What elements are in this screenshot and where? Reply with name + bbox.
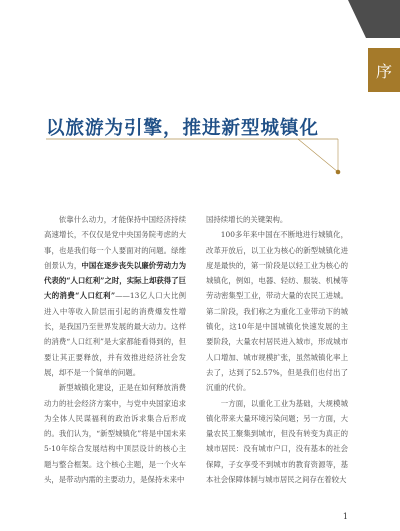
paragraph-text: 要释放，并有效推进经济社会发展，却不是一个简单的问题。 [44, 352, 186, 377]
highlighted-text: 中国在逐步丧失以廉价劳动力为代表的“人口红利”之时，实际上却获得了巨大的消费“人口红利” [44, 260, 186, 301]
paragraph: 100多年来中国在不断地进行城镇化，改革开放后，以工业为核心的新型城镇化进度是最快的，第一阶段是以轻工业为核心的城镇化，例如，电器、轻纺、服装、机械等劳动密集型工业，带动大量的农民工进城。第二阶段，我们称之为重化工业带动下的城镇化，这10年是中国城镇化快速发展的主要阶段，大量农村居民进入城市，形成城市人口增加、城市规模扩张，虽然城镇化率上去了，达到了52.57%，但是我们也付出了沉重的代价。 [206, 230, 348, 393]
page-title: 以旅游为引擎，推进新型城镇化 [46, 118, 320, 139]
paragraph-text: 依靠什么动力，才能保持中国经济持续高速增长，不仅仅是党中央国务院考虑的大事，也是我们每一个人要面对的问题。绿维创景认为， [44, 215, 186, 270]
paragraph [44, 212, 186, 380]
section-tab: 序 [368, 48, 400, 92]
paragraph: 一方面，以重化工业为基础，大规模城镇化带来大量环境污染问题；另一方面，大量农民工聚集到城市，但没有转变为真正的城市居民：没有城市户口，没有基本的社会保障，子女享受不到城市的教育资源等，基本社会保障体制与城市居民之间存在着较大 [206, 398, 348, 485]
text-column-right [206, 212, 348, 487]
title-decoration-lines [46, 138, 342, 178]
text-column-left [44, 212, 186, 487]
page-number: 1 [342, 512, 348, 521]
paragraph-text: ——13亿人口大比例进入中等收入阶层而引起的消费爆发性增长，是我国乃至世界发展的最大动力。这样的消费“人口红利”是大家都能看得到的，但要让其正 [44, 291, 186, 362]
paragraph: 国持续增长的关键架构。 [206, 215, 288, 224]
paragraph: 新型城镇化建设，正是在如何释放消费动力的社会经济方案中，与党中央国家追求为全体人民谋福利的政治诉求集合后形成的。我们认为，“新型城镇化”将是中国未来5-10年综合发展结构中顶层设计的核心主题与整合框架。这个核心主题，是一个火车头，是带动内需的主要动力，是保持未来中 [44, 383, 186, 485]
corner-shape [366, 0, 400, 38]
